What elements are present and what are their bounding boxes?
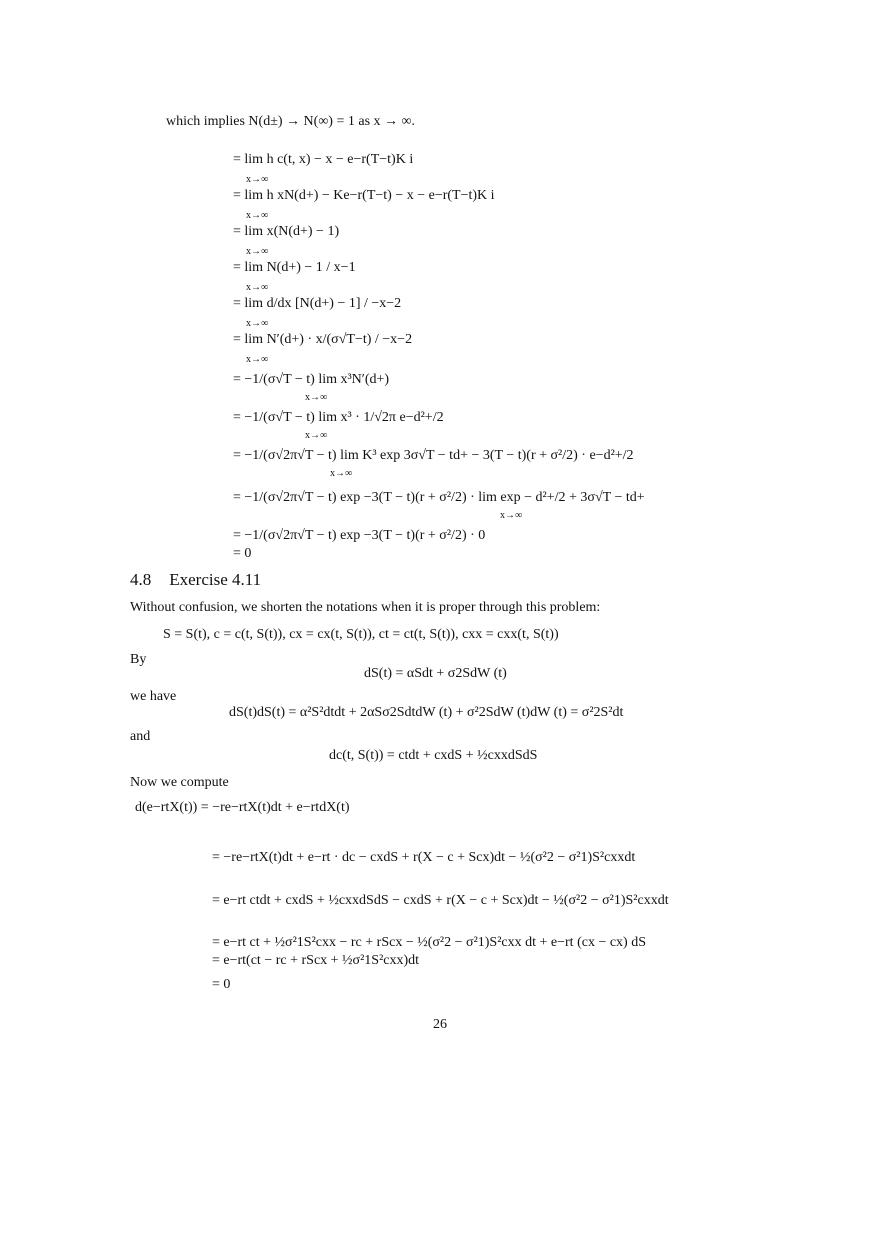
limit-sub-1: x→∞ (246, 174, 269, 185)
compute-line-4: = e−rt(ct − rc + rScx + ½σ²1S²cxx)dt (212, 953, 420, 968)
limit-line-9: = −1/(σ√2π√T − t) lim K³ exp 3σ√T − td+ − 3(T − t)(r + σ²/2) · e−d²+/2 (233, 448, 634, 463)
limit-line-2: = lim h xN(d+) − Ke−r(T−t) − x − e−r(T−t)K i (233, 188, 495, 203)
now-compute-label: Now we compute (130, 775, 229, 790)
compute-line-5: = 0 (212, 977, 231, 992)
limit-line-7: = −1/(σ√T − t) lim x³N′(d+) (233, 372, 390, 387)
compute-line-2: = e−rt ctdt + cxdS + ½cxxdSdS − cxdS + r(X − c + Scx)dt − ½(σ²2 − σ²1)S²cxxdt (212, 893, 669, 908)
limit-sub-2: x→∞ (246, 210, 269, 221)
limit-line-8: = −1/(σ√T − t) lim x³ · 1/√2π e−d²+/2 (233, 410, 444, 425)
limit-line-3: = lim x(N(d+) − 1) (233, 224, 340, 239)
and-label: and (130, 729, 151, 744)
limit-line-1: = lim h c(t, x) − x − e−r(T−t)K i (233, 152, 414, 167)
section-number: 4.8 (130, 570, 152, 589)
limit-line-12: = 0 (233, 546, 252, 561)
limit-line-10: = −1/(σ√2π√T − t) exp −3(T − t)(r + σ²/2) · lim exp − d²+/2 + 3σ√T − td+ (233, 490, 645, 505)
limit-sub-7: x→∞ (305, 392, 328, 403)
equation-ds: dS(t) = αSdt + σ2SdW (t) (364, 666, 507, 681)
equation-dsds: dS(t)dS(t) = α²S²dtdt + 2αSσ2SdtdW (t) + σ²2SdW (t)dW (t) = σ²2S²dt (229, 705, 624, 720)
section-heading (130, 570, 261, 590)
limit-line-4: = lim N(d+) − 1 / x−1 (233, 260, 356, 275)
by-label: By (130, 652, 147, 667)
notation-paragraph: Without confusion, we shorten the notations when it is proper through this problem: (130, 600, 601, 615)
limit-sub-5: x→∞ (246, 318, 269, 329)
limit-sub-6: x→∞ (246, 354, 269, 365)
limit-sub-4: x→∞ (246, 282, 269, 293)
compute-line-3: = e−rt ct + ½σ²1S²cxx − rc + rScx − ½(σ²2 − σ²1)S²cxx dt + e−rt (cx − cx) dS (212, 935, 647, 950)
limit-line-5: = lim d/dx [N(d+) − 1] / −x−2 (233, 296, 402, 311)
limit-line-11: = −1/(σ√2π√T − t) exp −3(T − t)(r + σ²/2) · 0 (233, 528, 486, 543)
limit-line-6: = lim N′(d+) · x/(σ√T−t) / −x−2 (233, 332, 413, 347)
limit-sub-10: x→∞ (500, 510, 523, 521)
equation-d-discounted: d(e−rtX(t)) = −re−rtX(t)dt + e−rtdX(t) (135, 800, 350, 815)
limit-sub-3: x→∞ (246, 246, 269, 257)
limit-sub-8: x→∞ (305, 430, 328, 441)
page-number: 26 (433, 1017, 447, 1032)
limit-sub-9: x→∞ (330, 468, 353, 479)
section-title: Exercise 4.11 (169, 570, 262, 589)
notation-definitions: S = S(t), c = c(t, S(t)), cx = cx(t, S(t)), ct = ct(t, S(t)), cxx = cxx(t, S(t)) (163, 627, 559, 642)
intro-text: which implies N(d±) → N(∞) = 1 as x → ∞. (166, 114, 416, 129)
compute-line-1: = −re−rtX(t)dt + e−rt · dc − cxdS + r(X − c + Scx)dt − ½(σ²2 − σ²1)S²cxxdt (212, 850, 636, 865)
we-have-label: we have (130, 689, 177, 704)
equation-dc: dc(t, S(t)) = ctdt + cxdS + ½cxxdSdS (329, 748, 538, 763)
